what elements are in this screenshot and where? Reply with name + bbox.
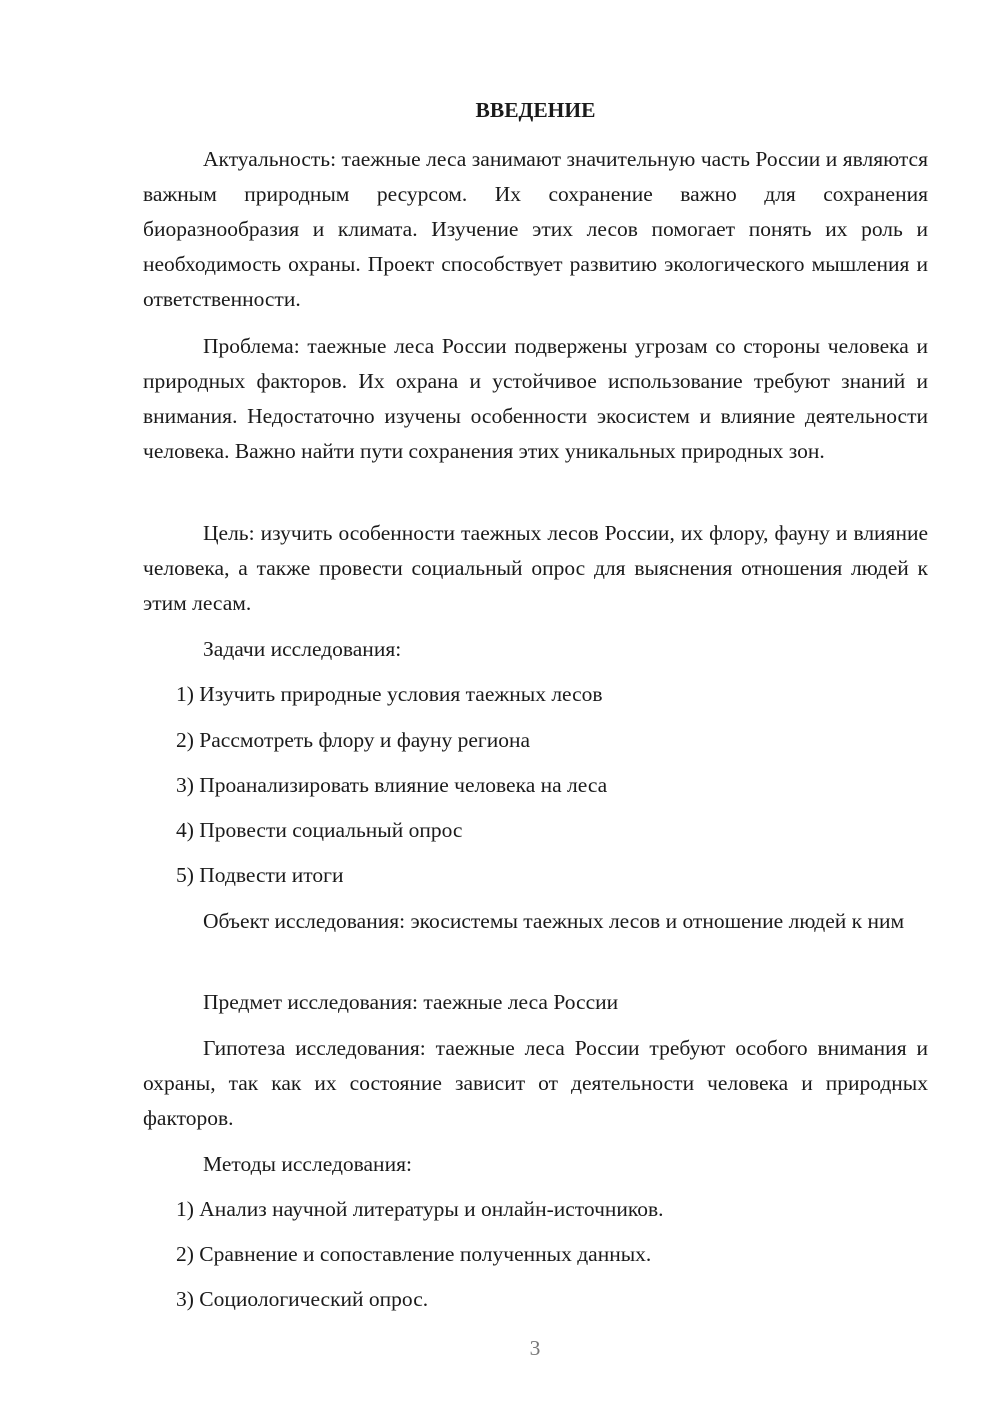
hypothesis-paragraph: Гипотеза исследования: таежные леса России требуют особого внимания и охраны, так как их состояние зависит от деятельности человека и природных факторов. (143, 1036, 928, 1130)
problem-paragraph: Проблема: таежные леса России подвержены угрозам со стороны человека и природных факторов. Их охрана и устойчивое использование требуют знаний и внимания. Недостаточно изучены особенности экосистем и влияние деятельности человека. Важно найти пути сохранения этих уникальных природных зон. (143, 334, 928, 463)
tasks-title: Задачи исследования: (203, 637, 402, 661)
subject-paragraph: Предмет исследования: таежные леса России (203, 990, 619, 1014)
goal-paragraph: Цель: изучить особенности таежных лесов России, их флору, фауну и влияние человека, а также провести социальный опрос для выяснения отношения людей к этим лесам. (143, 521, 928, 615)
relevance-paragraph: Актуальность: таежные леса занимают значительную часть России и являются важным природным ресурсом. Их сохранение важно для сохранения биоразнообразия и климата. Изучение этих лесов помогает понять их роль и необходимость охраны. Проект способствует развитию экологического мышления и ответственности. (143, 147, 928, 311)
task-item-5: 5) Подвести итоги (176, 863, 344, 887)
methods-title: Методы исследования: (203, 1152, 412, 1176)
object-paragraph: Объект исследования: экосистемы таежных лесов и отношение людей к ним (203, 909, 905, 933)
task-item-1: 1) Изучить природные условия таежных лесов (176, 682, 603, 706)
page-number: 3 (529, 1336, 541, 1360)
method-item-2: 2) Сравнение и сопоставление полученных данных. (176, 1242, 652, 1266)
page-heading: ВВЕДЕНИЕ (475, 98, 596, 122)
method-item-1: 1) Анализ научной литературы и онлайн-источников. (176, 1197, 664, 1221)
method-item-3: 3) Социологический опрос. (176, 1287, 429, 1311)
task-item-3: 3) Проанализировать влияние человека на леса (176, 773, 608, 797)
task-item-2: 2) Рассмотреть флору и фауну региона (176, 728, 530, 752)
task-item-4: 4) Провести социальный опрос (176, 818, 463, 842)
